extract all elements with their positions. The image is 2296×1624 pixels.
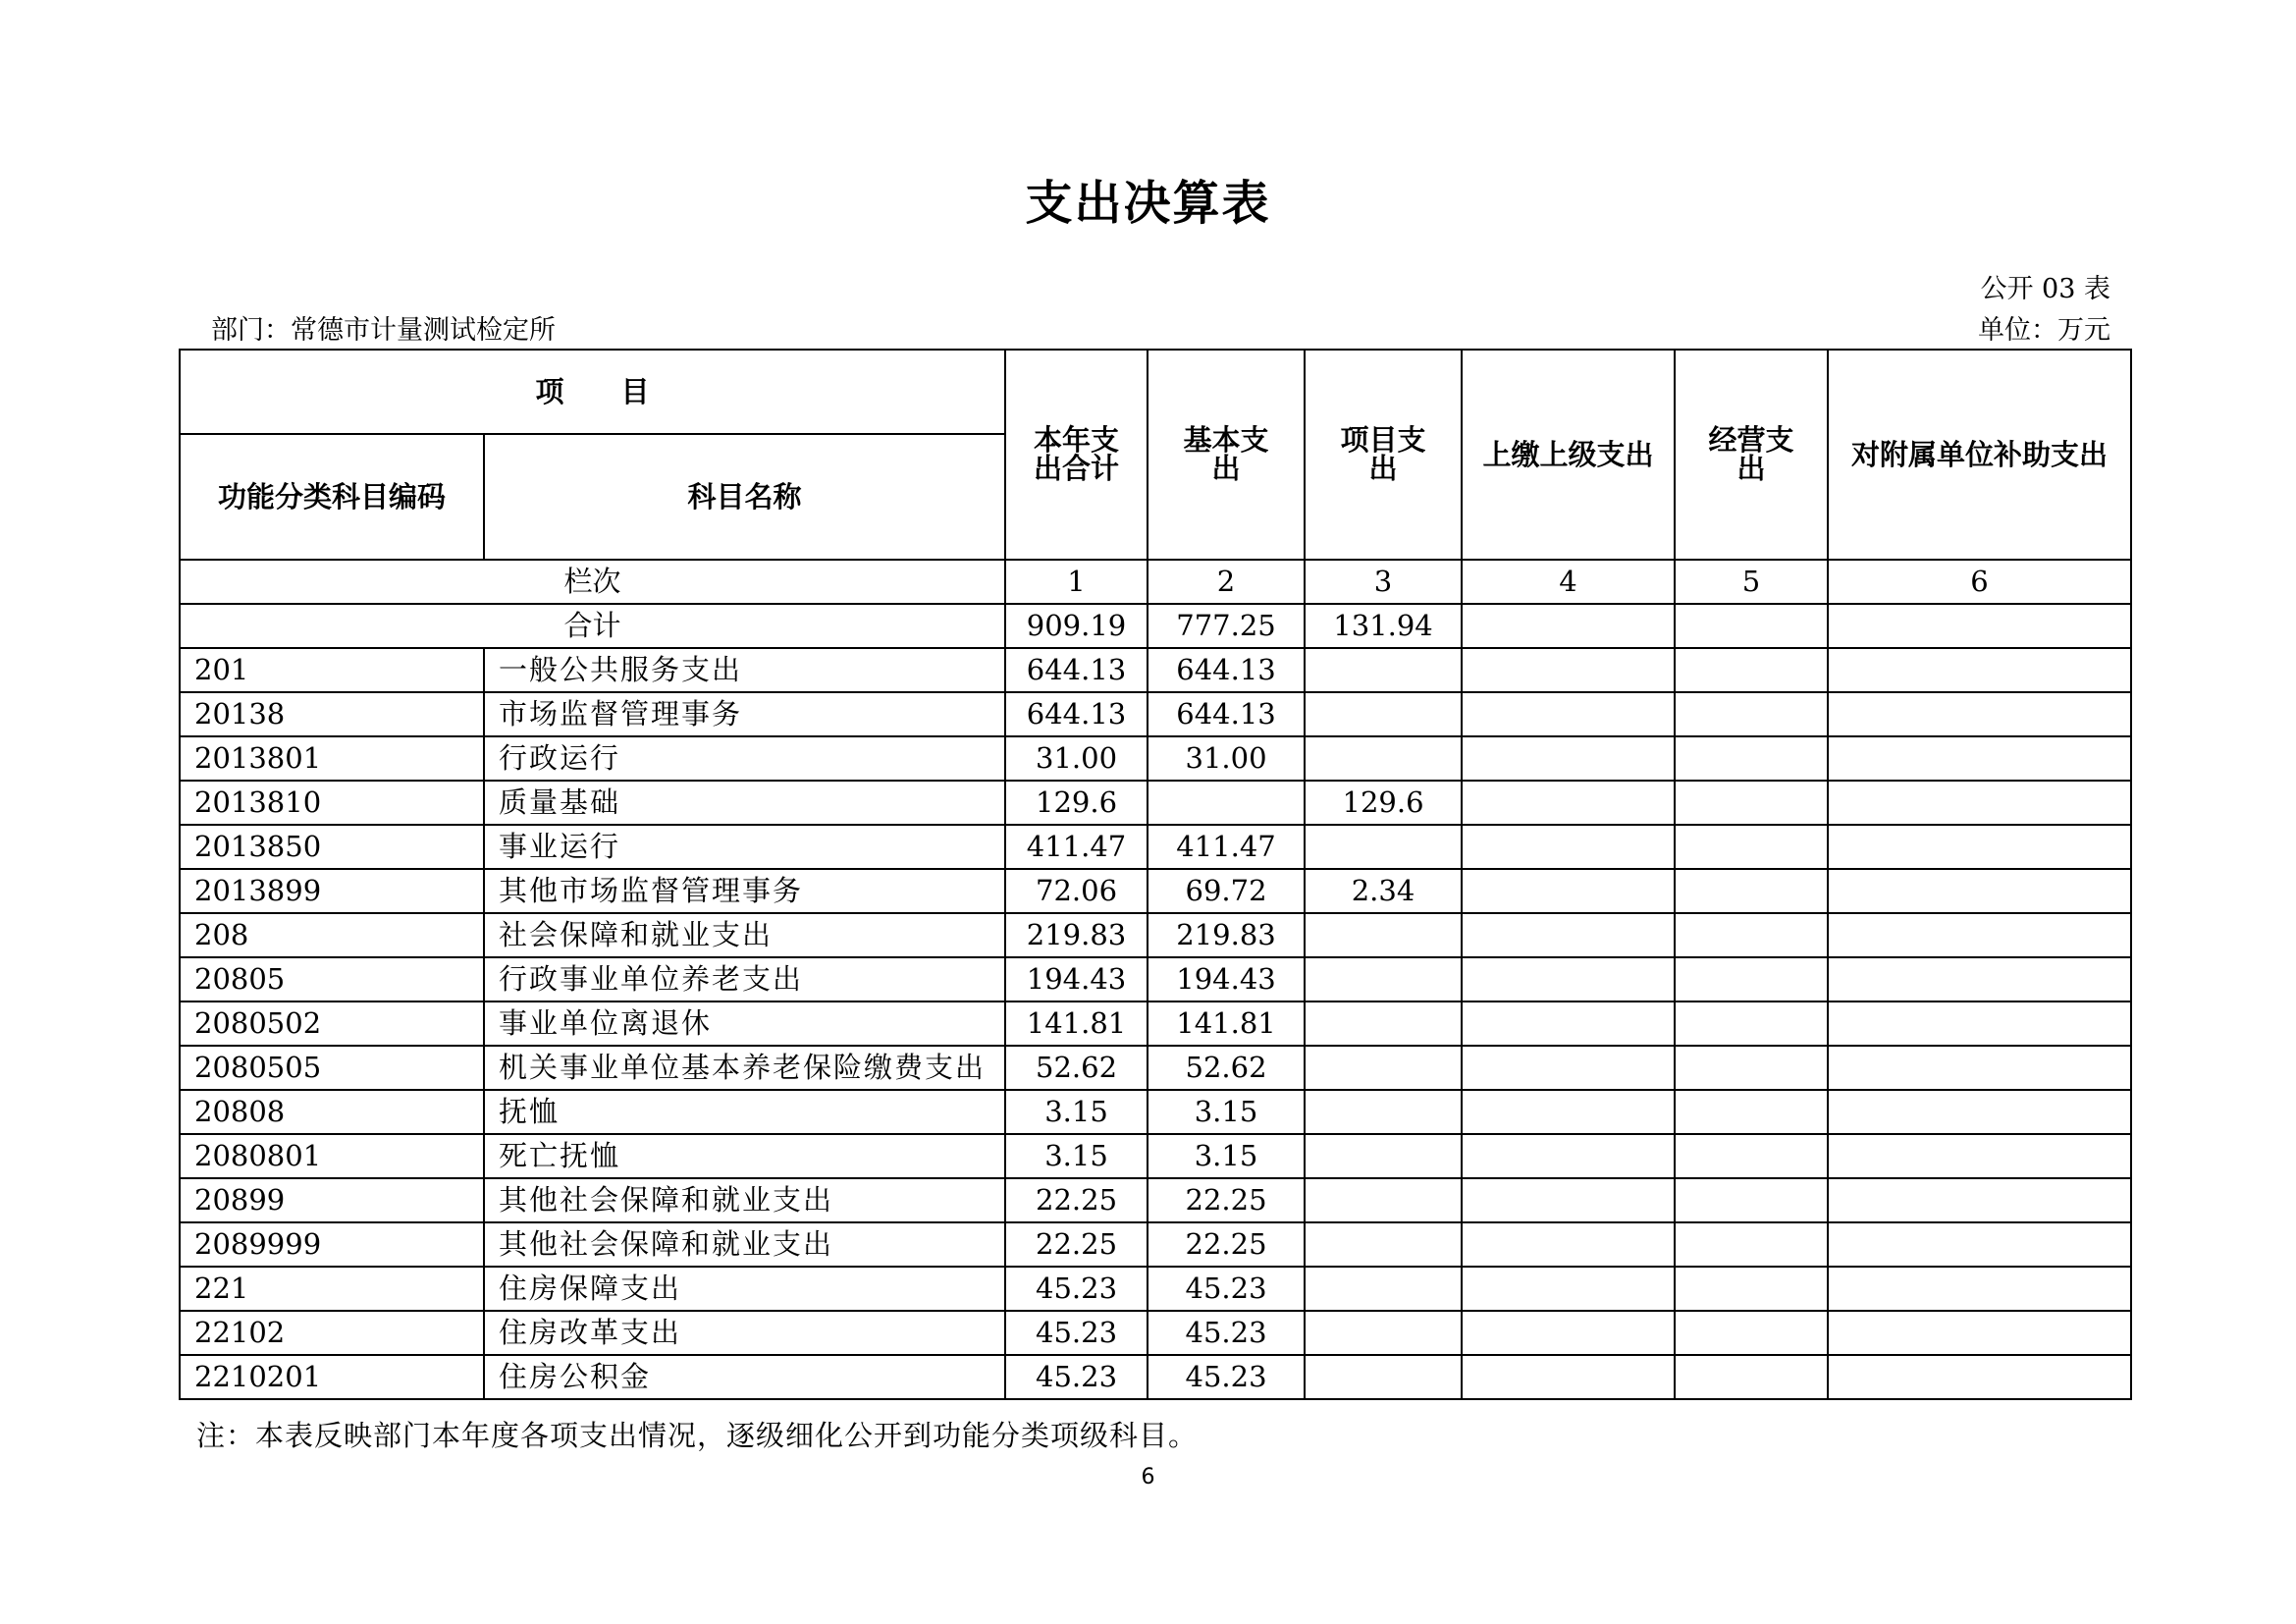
- row-value-col4: [1462, 1355, 1675, 1399]
- row-value-col6: [1828, 1311, 2131, 1355]
- row-value-col1: 31.00: [1005, 736, 1148, 781]
- row-name: 死亡抚恤: [484, 1134, 1005, 1178]
- total-cell: 131.94: [1305, 604, 1462, 648]
- row-value-col6: [1828, 692, 2131, 736]
- row-value-col2: 31.00: [1148, 736, 1305, 781]
- row-value-col2: 52.62: [1148, 1046, 1305, 1090]
- row-value-col4: [1462, 736, 1675, 781]
- row-value-col3: [1305, 825, 1462, 869]
- table-note: 注：本表反映部门本年度各项支出情况，逐级细化公开到功能分类项级科目。: [196, 1419, 1199, 1452]
- row-value-col6: [1828, 825, 2131, 869]
- row-value-col3: [1305, 648, 1462, 692]
- column-index-cell: 6: [1828, 560, 2131, 604]
- row-name: 抚恤: [484, 1090, 1005, 1134]
- row-code: 20805: [180, 957, 484, 1001]
- row-value-col1: 644.13: [1005, 692, 1148, 736]
- row-value-col2: 22.25: [1148, 1222, 1305, 1267]
- page-number: 6: [1141, 1465, 1155, 1489]
- row-value-col2: [1148, 781, 1305, 825]
- row-value-col4: [1462, 913, 1675, 957]
- header-col5: [1675, 350, 1828, 560]
- column-index-cell: 2: [1148, 560, 1305, 604]
- row-value-col1: 411.47: [1005, 825, 1148, 869]
- row-value-col2: 3.15: [1148, 1134, 1305, 1178]
- row-value-col2: 644.13: [1148, 692, 1305, 736]
- row-name: 机关事业单位基本养老保险缴费支出: [484, 1046, 1005, 1090]
- row-value-col5: [1675, 1178, 1828, 1222]
- row-code: 2013810: [180, 781, 484, 825]
- row-value-col1: 45.23: [1005, 1355, 1148, 1399]
- row-value-col2: 141.81: [1148, 1001, 1305, 1046]
- row-value-col5: [1675, 1046, 1828, 1090]
- row-value-col5: [1675, 957, 1828, 1001]
- row-value-col6: [1828, 1090, 2131, 1134]
- row-value-col6: [1828, 1001, 2131, 1046]
- row-value-col2: 45.23: [1148, 1311, 1305, 1355]
- header-col6: [1828, 350, 2131, 560]
- row-value-col2: 194.43: [1148, 957, 1305, 1001]
- row-name: 市场监督管理事务: [484, 692, 1005, 736]
- row-code: 20808: [180, 1090, 484, 1134]
- table-row: [180, 1090, 2131, 1134]
- row-value-col5: [1675, 1134, 1828, 1178]
- table-row: [180, 1267, 2131, 1311]
- header-col4: [1462, 350, 1675, 560]
- table-row: [180, 1001, 2131, 1046]
- row-name: 一般公共服务支出: [484, 648, 1005, 692]
- row-name: 其他社会保障和就业支出: [484, 1222, 1005, 1267]
- header-col6-label: 对附属单位补助支出: [1851, 437, 2109, 471]
- table-row: [180, 1355, 2131, 1399]
- row-value-col4: [1462, 957, 1675, 1001]
- table-row: [180, 1311, 2131, 1355]
- table-row: [180, 913, 2131, 957]
- total-cell: [1462, 604, 1675, 648]
- table-row: [180, 648, 2131, 692]
- row-code: 208: [180, 913, 484, 957]
- row-value-col2: 69.72: [1148, 869, 1305, 913]
- row-code: 2089999: [180, 1222, 484, 1267]
- row-value-col5: [1675, 781, 1828, 825]
- row-value-col2: 45.23: [1148, 1355, 1305, 1399]
- row-code: 201: [180, 648, 484, 692]
- row-name: 其他社会保障和就业支出: [484, 1178, 1005, 1222]
- row-value-col6: [1828, 1267, 2131, 1311]
- row-value-col5: [1675, 1090, 1828, 1134]
- row-value-col6: [1828, 913, 2131, 957]
- row-value-col4: [1462, 692, 1675, 736]
- row-name: 住房保障支出: [484, 1267, 1005, 1311]
- row-code: 2080505: [180, 1046, 484, 1090]
- row-code: 2210201: [180, 1355, 484, 1399]
- row-name: 其他市场监督管理事务: [484, 869, 1005, 913]
- row-value-col1: 141.81: [1005, 1001, 1148, 1046]
- header-code: 功能分类科目编码: [180, 434, 484, 560]
- row-value-col5: [1675, 1222, 1828, 1267]
- row-value-col3: [1305, 1090, 1462, 1134]
- unit-label: 单位：万元: [1978, 315, 2110, 346]
- row-value-col5: [1675, 869, 1828, 913]
- row-value-col4: [1462, 648, 1675, 692]
- header-col2: [1148, 350, 1305, 560]
- row-value-col5: [1675, 1311, 1828, 1355]
- row-code: 2013801: [180, 736, 484, 781]
- row-value-col1: 22.25: [1005, 1178, 1148, 1222]
- row-name: 事业单位离退休: [484, 1001, 1005, 1046]
- row-value-col4: [1462, 1267, 1675, 1311]
- row-value-col6: [1828, 1222, 2131, 1267]
- row-value-col5: [1675, 913, 1828, 957]
- row-name: 社会保障和就业支出: [484, 913, 1005, 957]
- row-name: 事业运行: [484, 825, 1005, 869]
- header-col2-label: 基本支出: [1183, 423, 1269, 485]
- row-code: 221: [180, 1267, 484, 1311]
- row-name: 质量基础: [484, 781, 1005, 825]
- total-cell: 909.19: [1005, 604, 1148, 648]
- table-row: [180, 781, 2131, 825]
- row-code: 2013899: [180, 869, 484, 913]
- row-value-col1: 3.15: [1005, 1090, 1148, 1134]
- row-value-col6: [1828, 1046, 2131, 1090]
- row-value-col5: [1675, 736, 1828, 781]
- row-value-col4: [1462, 1311, 1675, 1355]
- row-code: 20138: [180, 692, 484, 736]
- row-value-col5: [1675, 692, 1828, 736]
- row-value-col3: [1305, 1134, 1462, 1178]
- row-value-col4: [1462, 781, 1675, 825]
- row-value-col6: [1828, 648, 2131, 692]
- column-index-cell: 4: [1462, 560, 1675, 604]
- table-row: [180, 1134, 2131, 1178]
- row-value-col6: [1828, 1355, 2131, 1399]
- row-value-col6: [1828, 957, 2131, 1001]
- column-index-label: 栏次: [180, 560, 1005, 604]
- row-value-col2: 45.23: [1148, 1267, 1305, 1311]
- row-value-col4: [1462, 1222, 1675, 1267]
- column-index-cell: 1: [1005, 560, 1148, 604]
- row-value-col2: 411.47: [1148, 825, 1305, 869]
- total-label: 合计: [180, 604, 1005, 648]
- table-row: [180, 825, 2131, 869]
- row-value-col4: [1462, 1134, 1675, 1178]
- row-value-col3: [1305, 957, 1462, 1001]
- department-label: 部门：常德市计量测试检定所: [211, 315, 556, 346]
- header-col5-label: 经营支出: [1708, 423, 1794, 485]
- table-row: [180, 1178, 2131, 1222]
- header-item: 项 目: [180, 350, 1005, 434]
- header-col1-label: 本年支出合计: [1034, 423, 1120, 485]
- row-value-col4: [1462, 825, 1675, 869]
- expenditure-table: [179, 349, 2132, 1400]
- header-col4-label: 上缴上级支出: [1482, 437, 1654, 471]
- row-name: 住房公积金: [484, 1355, 1005, 1399]
- row-value-col2: 3.15: [1148, 1090, 1305, 1134]
- row-code: 22102: [180, 1311, 484, 1355]
- table-row: [180, 869, 2131, 913]
- table-row: [180, 1222, 2131, 1267]
- table-row: [180, 736, 2131, 781]
- row-value-col1: 72.06: [1005, 869, 1148, 913]
- total-cell: 777.25: [1148, 604, 1305, 648]
- table-row: [180, 957, 2131, 1001]
- table-row: [180, 692, 2131, 736]
- row-value-col3: 2.34: [1305, 869, 1462, 913]
- row-value-col3: [1305, 692, 1462, 736]
- row-value-col5: [1675, 1355, 1828, 1399]
- row-value-col3: 129.6: [1305, 781, 1462, 825]
- row-value-col3: [1305, 736, 1462, 781]
- column-index-row: [180, 560, 2131, 604]
- row-value-col4: [1462, 1046, 1675, 1090]
- row-value-col1: 52.62: [1005, 1046, 1148, 1090]
- table-row: [180, 1046, 2131, 1090]
- header-name: 科目名称: [484, 434, 1005, 560]
- row-name: 行政事业单位养老支出: [484, 957, 1005, 1001]
- row-value-col1: 219.83: [1005, 913, 1148, 957]
- row-code: 2080502: [180, 1001, 484, 1046]
- row-value-col4: [1462, 1001, 1675, 1046]
- row-code: 2013850: [180, 825, 484, 869]
- row-value-col2: 219.83: [1148, 913, 1305, 957]
- row-value-col3: [1305, 1311, 1462, 1355]
- form-number: 公开 03 表: [1980, 274, 2110, 304]
- row-value-col1: 45.23: [1005, 1267, 1148, 1311]
- total-cell: [1675, 604, 1828, 648]
- row-value-col6: [1828, 1178, 2131, 1222]
- row-value-col1: 644.13: [1005, 648, 1148, 692]
- header-col3: [1305, 350, 1462, 560]
- row-value-col1: 129.6: [1005, 781, 1148, 825]
- row-value-col4: [1462, 1090, 1675, 1134]
- row-value-col5: [1675, 1267, 1828, 1311]
- column-index-cell: 5: [1675, 560, 1828, 604]
- row-value-col6: [1828, 781, 2131, 825]
- row-value-col3: [1305, 1267, 1462, 1311]
- row-value-col5: [1675, 825, 1828, 869]
- row-value-col4: [1462, 1178, 1675, 1222]
- row-value-col3: [1305, 1222, 1462, 1267]
- row-value-col4: [1462, 869, 1675, 913]
- row-value-col2: 22.25: [1148, 1178, 1305, 1222]
- row-code: 20899: [180, 1178, 484, 1222]
- row-value-col6: [1828, 869, 2131, 913]
- row-value-col6: [1828, 1134, 2131, 1178]
- row-value-col5: [1675, 648, 1828, 692]
- header-col3-label: 项目支出: [1340, 423, 1426, 485]
- row-value-col2: 644.13: [1148, 648, 1305, 692]
- row-code: 2080801: [180, 1134, 484, 1178]
- header-col1: [1005, 350, 1148, 560]
- row-value-col6: [1828, 736, 2131, 781]
- row-value-col3: [1305, 1001, 1462, 1046]
- column-index-cell: 3: [1305, 560, 1462, 604]
- row-value-col1: 45.23: [1005, 1311, 1148, 1355]
- row-value-col1: 3.15: [1005, 1134, 1148, 1178]
- total-cell: [1828, 604, 2131, 648]
- row-name: 行政运行: [484, 736, 1005, 781]
- row-value-col3: [1305, 1355, 1462, 1399]
- row-value-col1: 194.43: [1005, 957, 1148, 1001]
- row-name: 住房改革支出: [484, 1311, 1005, 1355]
- row-value-col3: [1305, 913, 1462, 957]
- row-value-col3: [1305, 1178, 1462, 1222]
- total-row: [180, 604, 2131, 648]
- row-value-col5: [1675, 1001, 1828, 1046]
- row-value-col3: [1305, 1046, 1462, 1090]
- page-title: 支出决算表: [1025, 176, 1271, 231]
- row-value-col1: 22.25: [1005, 1222, 1148, 1267]
